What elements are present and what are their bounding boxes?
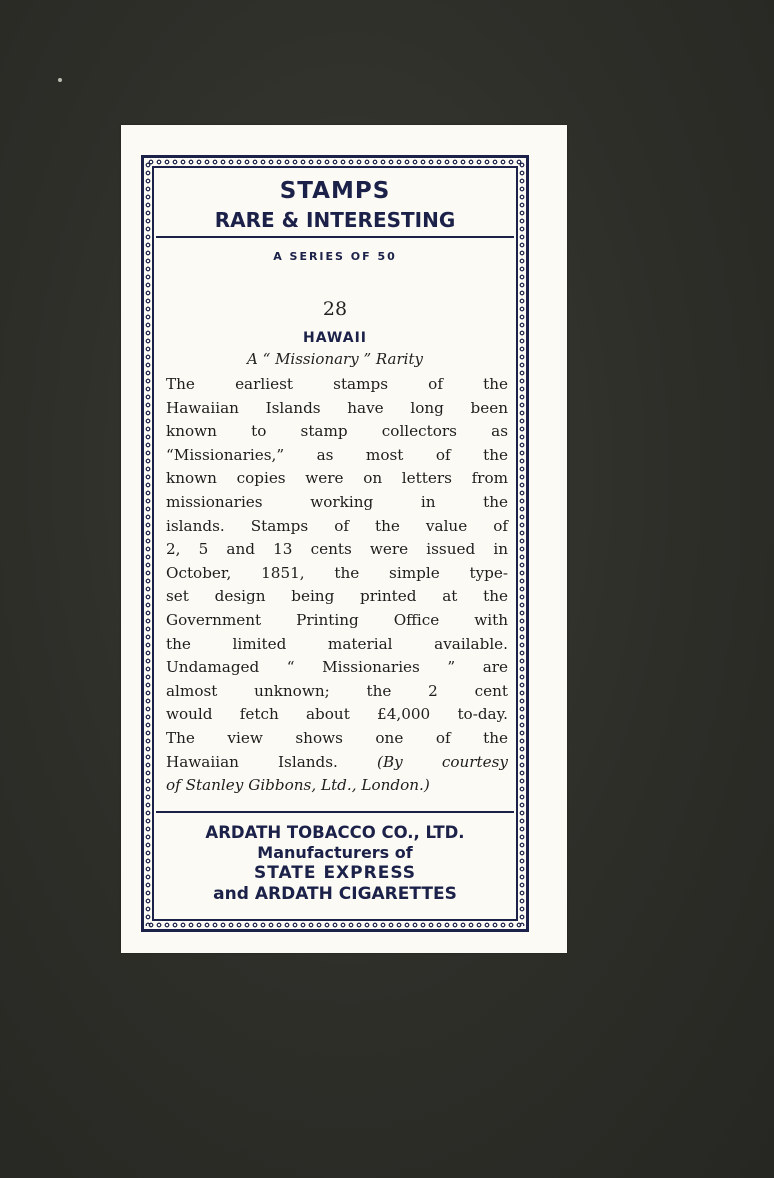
manufacturers-of: Manufacturers of xyxy=(257,843,413,862)
body-line: Government Printing Office with xyxy=(166,610,508,629)
brand-state-express: STATE EXPRESS xyxy=(253,863,417,883)
card-content xyxy=(156,170,514,917)
body-line: would fetch about £4,000 to-day. xyxy=(166,705,508,724)
body-text: Hawaiian Islands. xyxy=(166,752,338,771)
chain-border-bottom xyxy=(147,922,523,928)
description-text xyxy=(166,373,508,798)
body-line: The view shows one of the xyxy=(166,728,508,747)
body-line: set design being printed at the xyxy=(166,587,508,606)
cigarette-card xyxy=(121,125,567,953)
chain-border-left xyxy=(145,161,151,926)
card-subtitle: A “ Missionary ” Rarity xyxy=(247,350,423,368)
body-line: 2, 5 and 13 cents were issued in xyxy=(166,540,508,559)
body-line: almost unknown; the 2 cent xyxy=(166,681,508,700)
header-divider xyxy=(156,236,514,238)
company-name: ARDATH TOBACCO CO., LTD. xyxy=(205,823,465,842)
body-line: known copies were on letters from xyxy=(166,469,508,488)
body-line: islands. Stamps of the value of xyxy=(166,516,508,535)
brand-ardath: and ARDATH CIGARETTES xyxy=(213,884,457,904)
body-line: October, 1851, the simple type- xyxy=(166,563,508,582)
body-line: missionaries working in the xyxy=(166,492,508,511)
credit-text: (By courtesy xyxy=(377,752,508,771)
body-line: Hawaiian Islands have long been xyxy=(166,398,508,417)
body-line: “Missionaries,” as most of the xyxy=(166,445,508,464)
country-title: HAWAII xyxy=(303,330,367,346)
dust-speck xyxy=(58,78,62,82)
manufacturer-footer xyxy=(156,813,514,917)
chain-border-right xyxy=(519,161,525,926)
body-line: known to stamp collectors as xyxy=(166,422,508,441)
chain-border-top xyxy=(147,159,523,165)
credit-line: of Stanley Gibbons, Ltd., London.) xyxy=(166,776,430,795)
card-heading: STAMPS xyxy=(279,178,391,204)
card-border xyxy=(141,155,529,932)
body-line-with-credit xyxy=(166,751,508,775)
card-number: 28 xyxy=(322,298,348,320)
body-line: The earliest stamps of the xyxy=(166,375,508,393)
body-line: Undamaged “ Missionaries ” are xyxy=(166,658,508,677)
series-label: A SERIES OF 50 xyxy=(273,250,397,263)
card-subheading: RARE & INTERESTING xyxy=(214,208,456,232)
body-line: the limited material available. xyxy=(166,634,508,653)
